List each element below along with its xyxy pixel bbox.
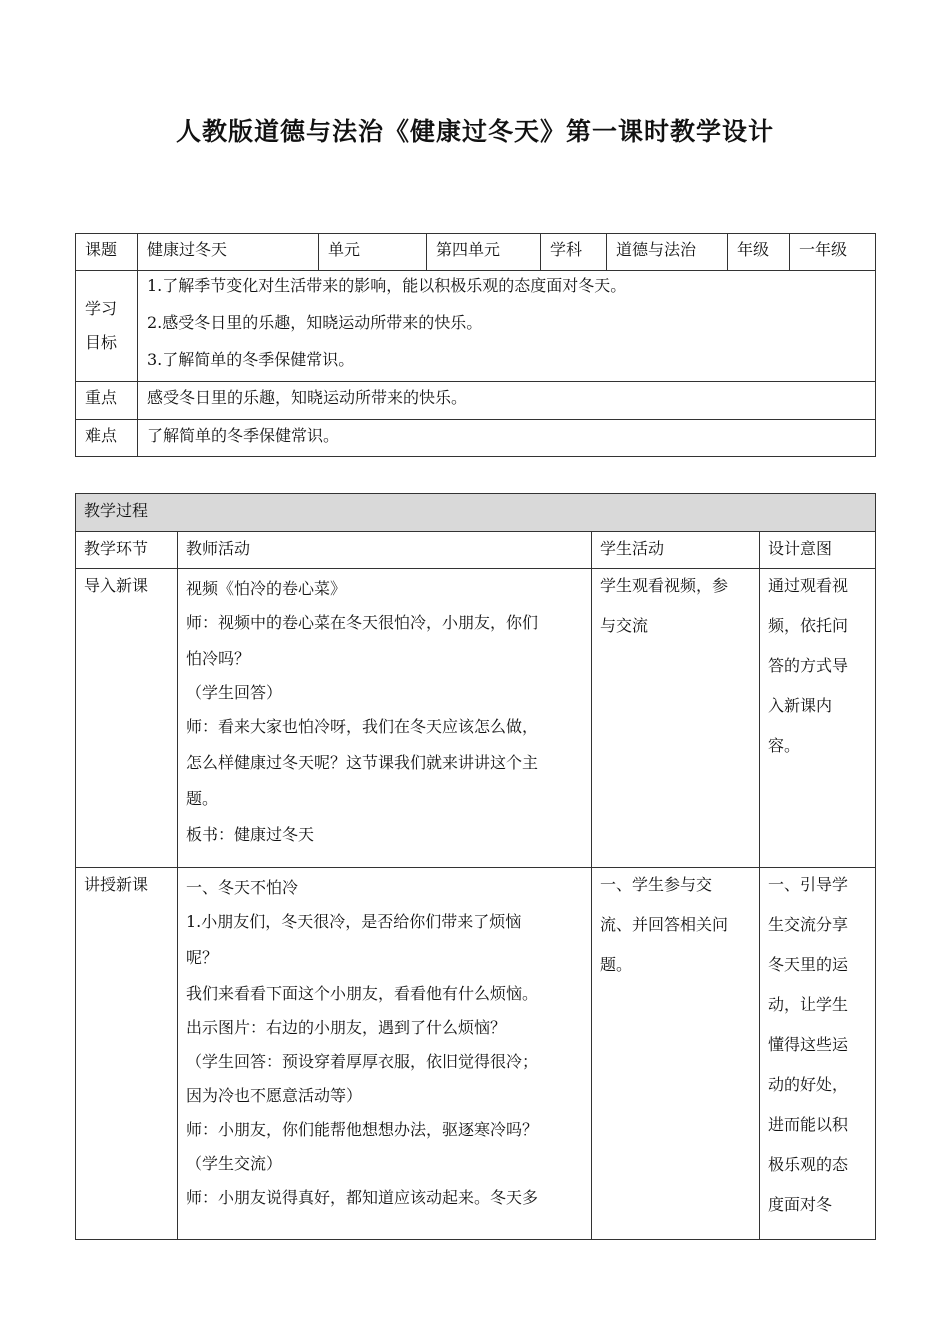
text-line: 题。: [600, 955, 633, 974]
process-row-new-lesson: [76, 868, 876, 1240]
info-row-goals: [76, 271, 876, 382]
teacher-activity-cell: [178, 569, 592, 868]
difficult-value: 了解简单的冬季保健常识。: [138, 420, 876, 457]
goals-label: [76, 271, 138, 382]
text-line: 题。: [186, 789, 219, 808]
info-row-key: [76, 382, 876, 420]
stage-cell: 讲授新课: [76, 868, 178, 1240]
key-value: 感受冬日里的乐趣，知晓运动所带来的快乐。: [138, 382, 876, 420]
process-row-intro: [76, 569, 876, 868]
text-line: 动的好处，: [768, 1075, 849, 1094]
text-line: 师：小朋友说得真好，都知道应该动起来。冬天多: [186, 1188, 539, 1207]
text-line: 度面对冬: [768, 1195, 833, 1214]
column-student: 学生活动: [592, 532, 760, 569]
student-activity-cell: [592, 868, 760, 1240]
text-line: 进而能以积: [768, 1115, 849, 1134]
teaching-process-table: [75, 493, 876, 1240]
unit-value: 第四单元: [427, 234, 541, 271]
grade-label: 年级: [728, 234, 790, 271]
text-line: 怎么样健康过冬天呢？这节课我们就来讲讲这个主: [186, 753, 539, 772]
text-line: 一、学生参与交: [600, 875, 713, 894]
text-line: 因为冷也不愿意活动等）: [186, 1086, 363, 1105]
text-line: 答的方式导: [768, 656, 849, 675]
text-line: 一、引导学: [768, 875, 849, 894]
info-row-topic: [76, 234, 876, 271]
text-line: 怕冷吗？: [186, 649, 251, 668]
student-activity-cell: [592, 569, 760, 868]
text-line: （学生回答：预设穿着厚厚衣服，依旧觉得很冷；: [186, 1052, 539, 1071]
text-line: 极乐观的态: [768, 1155, 849, 1174]
goals-value: [138, 271, 876, 382]
text-line: 懂得这些运: [768, 1035, 849, 1054]
text-line: 动，让学生: [768, 995, 849, 1014]
goal-item: 3.了解简单的冬季保健常识。: [147, 350, 355, 369]
text-line: 我们来看看下面这个小朋友，看看他有什么烦恼。: [186, 984, 539, 1003]
text-line: 生交流分享: [768, 915, 849, 934]
column-intent: 设计意图: [760, 532, 876, 569]
process-header: 教学过程: [76, 494, 876, 532]
goals-label-line-1: 学习: [85, 299, 118, 318]
text-line: 通过观看视: [768, 576, 849, 595]
design-intent-cell: [760, 868, 876, 1240]
grade-value: 一年级: [790, 234, 876, 271]
text-line: 冬天里的运: [768, 955, 849, 974]
text-line: 频，依托问: [768, 616, 849, 635]
text-line: 师：视频中的卷心菜在冬天很怕冷，小朋友，你们: [186, 613, 539, 632]
key-label: 重点: [76, 382, 138, 420]
teacher-activity-cell: [178, 868, 592, 1240]
text-line: （学生交流）: [186, 1154, 283, 1173]
text-line: 师：看来大家也怕冷呀，我们在冬天应该怎么做，: [186, 717, 539, 736]
subject-value: 道德与法治: [607, 234, 728, 271]
process-header-row: [76, 494, 876, 532]
column-stage: 教学环节: [76, 532, 178, 569]
info-row-difficult: [76, 420, 876, 457]
text-line: 呢？: [186, 948, 219, 967]
stage-cell: 导入新课: [76, 569, 178, 868]
topic-label: 课题: [76, 234, 138, 271]
goal-item: 2.感受冬日里的乐趣，知晓运动所带来的快乐。: [147, 313, 483, 332]
text-line: 入新课内: [768, 696, 833, 715]
text-line: 出示图片：右边的小朋友，遇到了什么烦恼？: [186, 1018, 507, 1037]
process-column-row: [76, 532, 876, 569]
text-line: 视频《怕冷的卷心菜》: [186, 579, 347, 598]
text-line: 板书：健康过冬天: [186, 825, 315, 844]
column-teacher: 教师活动: [178, 532, 592, 569]
page-title: 人教版道德与法治《健康过冬天》第一课时教学设计: [175, 117, 774, 146]
text-line: 流、并回答相关问: [600, 915, 729, 934]
design-intent-cell: [760, 569, 876, 868]
unit-label: 单元: [319, 234, 427, 271]
goals-label-line-2: 目标: [85, 333, 118, 352]
text-line: 一、冬天不怕冷: [186, 878, 299, 897]
text-line: 1.小朋友们，冬天很冷，是否给你们带来了烦恼: [186, 912, 522, 931]
subject-label: 学科: [541, 234, 607, 271]
text-line: 容。: [768, 736, 801, 755]
text-line: 师：小朋友，你们能帮他想想办法，驱逐寒冷吗？: [186, 1120, 539, 1139]
text-line: 与交流: [600, 616, 649, 635]
lesson-info-table: [75, 233, 876, 457]
topic-value: 健康过冬天: [138, 234, 319, 271]
difficult-label: 难点: [76, 420, 138, 457]
text-line: （学生回答）: [186, 683, 283, 702]
text-line: 学生观看视频，参: [600, 576, 729, 595]
goal-item: 1.了解季节变化对生活带来的影响，能以积极乐观的态度面对冬天。: [147, 276, 627, 295]
